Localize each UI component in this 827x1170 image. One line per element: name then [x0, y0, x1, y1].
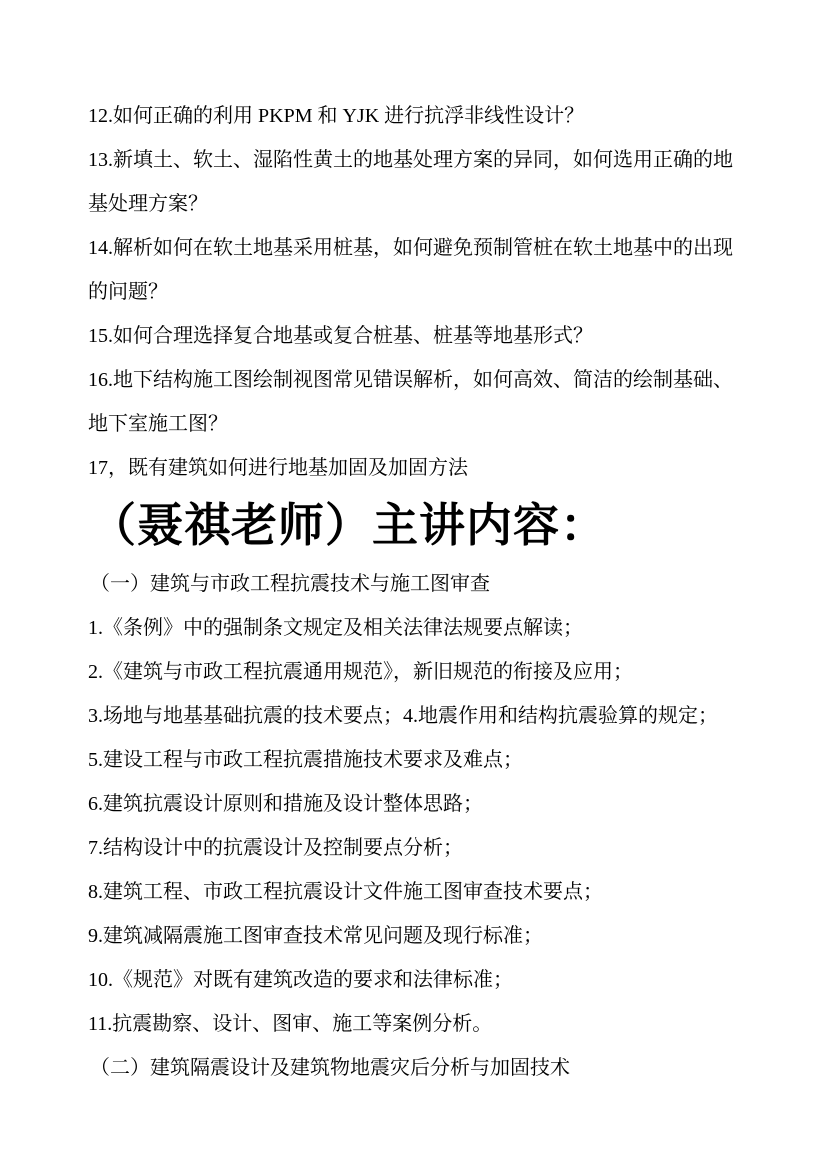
- list-item-17: 17，既有建筑如何进行地基加固及加固方法: [88, 457, 468, 479]
- lecture-item-8: 8.建筑工程、市政工程抗震设计文件施工图审查技术要点；: [88, 881, 603, 903]
- lecture-item-1: 1.《条例》中的强制条文规定及相关法律法规要点解读；: [88, 617, 583, 639]
- lecture-item-3-4: 3.场地与地基基础抗震的技术要点；4.地震作用和结构抗震验算的规定；: [88, 705, 718, 727]
- list-item-15: 15.如何合理选择复合地基或复合桩基、桩基等地基形式？: [88, 325, 593, 347]
- section-2-title: （二）建筑隔震设计及建筑物地震灾后分析与加固技术: [90, 1057, 570, 1079]
- list-item-16: 16.地下结构施工图绘制视图常见错误解析，如何高效、简洁的绘制基础、地下室施工图？: [88, 369, 733, 435]
- lecture-item-9: 9.建筑减隔震施工图审查技术常见问题及现行标准；: [88, 925, 543, 947]
- section-1-title: （一）建筑与市政工程抗震技术与施工图审查: [90, 573, 490, 595]
- lecture-item-5: 5.建设工程与市政工程抗震措施技术要求及难点；: [88, 749, 523, 771]
- lecture-item-6: 6.建筑抗震设计原则和措施及设计整体思路；: [88, 793, 483, 815]
- list-item-12: 12.如何正确的利用 PKPM 和 YJK 进行抗浮非线性设计？: [88, 105, 585, 127]
- lecture-item-7: 7.结构设计中的抗震设计及控制要点分析；: [88, 837, 463, 859]
- list-item-13: 13.新填土、软土、湿陷性黄土的地基处理方案的异同，如何选用正确的地基处理方案？: [88, 149, 733, 215]
- lecture-item-10: 10.《规范》对既有建筑改造的要求和法律标准；: [88, 969, 513, 991]
- page-title: （聂祺老师）主讲内容：: [90, 500, 607, 551]
- list-item-14: 14.解析如何在软土地基采用桩基，如何避免预制管桩在软土地基中的出现的问题？: [88, 237, 733, 303]
- lecture-item-11: 11.抗震勘察、设计、图审、施工等案例分析。: [88, 1013, 493, 1035]
- lecture-item-2: 2.《建筑与市政工程抗震通用规范》，新旧规范的衔接及应用；: [88, 661, 633, 683]
